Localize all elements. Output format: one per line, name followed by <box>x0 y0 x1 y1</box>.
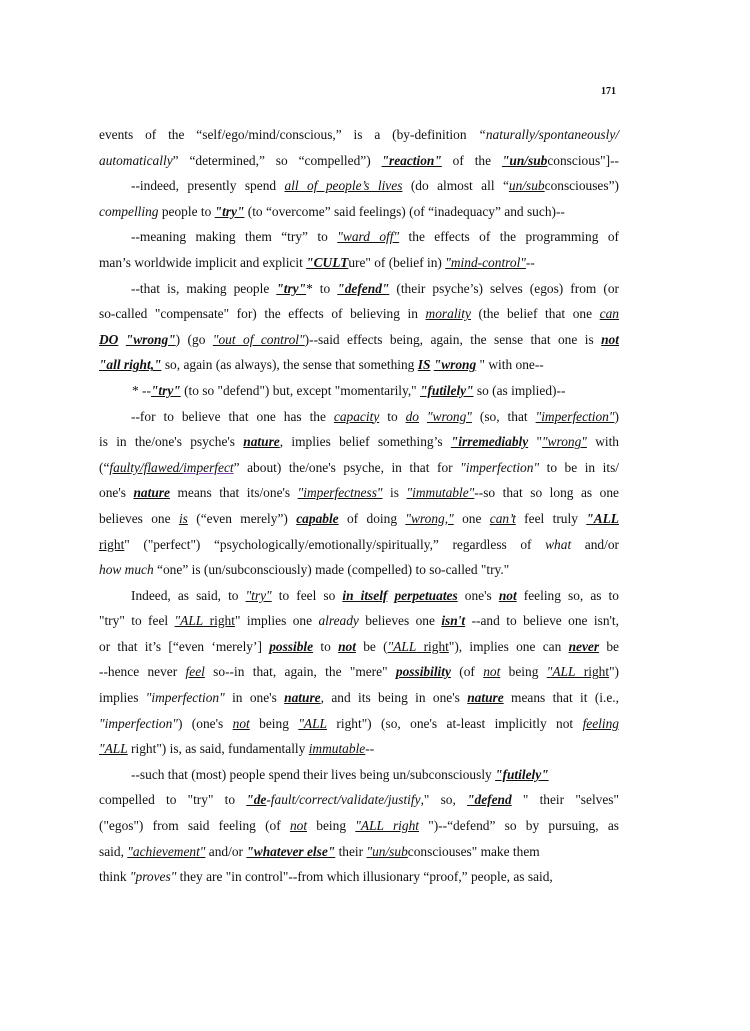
text-run: "try" to feel <box>99 613 175 629</box>
text-run: (their psyche’s) selves (egos) from (or <box>389 280 619 296</box>
text-run: feel <box>185 664 205 680</box>
text-line <box>99 736 619 762</box>
text-run: nature <box>133 485 170 501</box>
text-line <box>99 455 619 481</box>
text-run: (to so "defend") but, except "momentarily," <box>180 382 420 398</box>
text-run: )--said effects being, again, the sense that one is <box>304 331 602 347</box>
text-run: imperfect <box>183 459 234 475</box>
text-run: "try" <box>276 280 307 296</box>
text-run: "proves" <box>129 869 177 885</box>
text-run: possible <box>269 638 314 654</box>
text-line <box>99 608 619 634</box>
text-run: to <box>313 638 339 654</box>
text-run: "immutable" <box>406 485 475 501</box>
text-run: be ( <box>355 638 388 654</box>
text-run: "imperfection" <box>99 715 178 731</box>
text-run: be <box>599 638 619 654</box>
text-line <box>99 659 619 685</box>
text-run: of doing <box>338 510 406 526</box>
text-line <box>99 557 619 583</box>
text-line <box>99 634 619 660</box>
text-line <box>99 250 619 276</box>
text-run: (“even merely”) <box>187 510 297 526</box>
text-run: , implies belief something’s <box>279 434 451 450</box>
text-run: -- <box>525 254 535 270</box>
text-run: capacity <box>333 408 380 424</box>
text-run: --that is, making people <box>131 280 277 296</box>
text-line <box>99 583 619 609</box>
text-line <box>99 506 619 532</box>
text-run: (do almost all “ <box>402 178 509 194</box>
text-run: "ALL <box>99 741 128 757</box>
body-text <box>99 122 619 890</box>
text-run: isn't <box>441 613 466 629</box>
text-run: already <box>318 613 359 629</box>
text-run: right <box>416 638 449 654</box>
text-line <box>99 327 619 353</box>
text-run: “one” is (un/subconsciously) made (compelled) to so-called "try." <box>153 562 510 578</box>
text-run: ” “determined,” so “compelled”) <box>172 152 382 168</box>
text-run: "ALL <box>298 715 328 731</box>
text-run: being <box>500 664 547 680</box>
text-line <box>99 787 619 813</box>
text-run: "ALL <box>546 664 576 680</box>
text-line <box>99 813 619 839</box>
text-run: believes one <box>99 510 179 526</box>
text-run: (to “overcome” said feelings) (of “inadequacy” and such)-- <box>244 203 565 219</box>
text-run: "wrong," <box>405 510 454 526</box>
text-line <box>99 301 619 327</box>
text-line <box>99 276 619 302</box>
text-run: "defend <box>467 792 512 808</box>
text-run: immutable <box>308 741 366 757</box>
text-run: correct/validate/justify <box>299 792 421 808</box>
text-line <box>99 762 619 788</box>
text-line <box>99 839 619 865</box>
page-number: 171 <box>601 86 616 97</box>
text-run: --hence never <box>99 664 186 680</box>
text-run: what <box>545 536 572 552</box>
text-run: "imperfection" <box>535 408 615 424</box>
text-run: consciouses”) <box>544 178 619 194</box>
text-run: is in the/one's psyche's <box>99 434 244 450</box>
text-line <box>99 173 619 199</box>
text-line <box>99 404 619 430</box>
text-run: in itself <box>342 587 388 603</box>
text-run: one's <box>99 485 134 501</box>
text-line <box>99 711 619 737</box>
text-run: and/or <box>205 843 247 859</box>
text-line <box>99 378 619 404</box>
text-run: implies <box>99 690 146 706</box>
text-run: ” about) the/one's psyche, in that for <box>233 459 461 475</box>
text-line <box>99 429 619 455</box>
text-run: so, again (as always), the sense that something <box>161 357 418 373</box>
text-run: (the belief that one <box>470 306 600 322</box>
text-run: ) (one's <box>177 715 233 731</box>
text-run: "wrong <box>433 357 477 373</box>
text-run: believes one <box>358 613 442 629</box>
text-run: right") (so, one's at-least implicitly not <box>327 715 583 731</box>
text-run: feeling so, as to <box>516 587 619 603</box>
text-run: feel truly <box>515 510 587 526</box>
text-run: to <box>379 408 406 424</box>
text-run: "defend" <box>337 280 390 296</box>
text-run: never <box>568 638 600 654</box>
text-run: said, <box>99 843 128 859</box>
text-run: --such that (most) people spend their lives being un/subconsciously <box>131 766 496 782</box>
text-run: nature <box>243 434 280 450</box>
text-run: morality <box>425 306 471 322</box>
text-run: "ALL <box>387 638 417 654</box>
text-run: not <box>289 818 308 834</box>
text-run: "wrong" <box>125 331 176 347</box>
text-run: "achievement" <box>127 843 206 859</box>
text-run: ")--“defend” so by pursuing, as <box>419 818 619 834</box>
text-run: people to <box>158 203 215 219</box>
text-run: being <box>307 818 356 834</box>
text-line <box>99 532 619 558</box>
text-line <box>99 864 619 890</box>
text-run: -- <box>365 741 375 757</box>
text-run: " with one-- <box>476 357 544 373</box>
text-run: so--in that, again, the "mere" <box>204 664 396 680</box>
text-run: being <box>249 715 299 731</box>
text-run: not <box>601 331 619 347</box>
text-run: not <box>338 638 356 654</box>
text-run: how much <box>99 562 154 578</box>
text-line <box>99 122 619 148</box>
text-run: compelled to "try" to <box>99 792 247 808</box>
text-run: faulty/flawed/ <box>109 459 184 475</box>
text-run: possibility <box>395 664 451 680</box>
text-run: to be in its/ <box>539 459 620 475</box>
text-run: all of people’s lives <box>284 178 403 194</box>
text-run: of the <box>441 152 502 168</box>
text-run: compelling <box>99 203 159 219</box>
text-run: "ward off" <box>337 229 400 245</box>
text-run: "ALL <box>586 510 619 526</box>
text-run: they are "in control"--from which illusionary “proof,” people, as said, <box>176 869 553 885</box>
text-run: not <box>232 715 250 731</box>
text-run: the effects of the programming of <box>399 229 619 245</box>
text-run: (so, that <box>471 408 536 424</box>
text-run: --for to believe that one has the <box>131 408 334 424</box>
text-run: capable <box>296 510 339 526</box>
text-run: "reaction" <box>381 152 442 168</box>
text-run: --and to believe one isn't, <box>465 613 620 629</box>
text-run: Indeed, as said, to <box>131 587 246 603</box>
text-run: not <box>498 587 517 603</box>
text-run: automatically <box>99 152 173 168</box>
text-run: to feel so <box>271 587 343 603</box>
text-run: "CULT <box>306 254 349 270</box>
text-line <box>99 352 619 378</box>
text-run <box>118 332 125 347</box>
text-run: ure" of (belief in) <box>348 254 446 270</box>
text-run: , and its being in one's <box>320 690 468 706</box>
text-run: nature <box>284 690 321 706</box>
text-run: nature <box>467 690 504 706</box>
text-run: "out of control" <box>212 331 305 347</box>
text-run: "futilely" <box>495 766 549 782</box>
text-run: can’t <box>489 510 516 526</box>
text-run: un/sub <box>508 178 545 194</box>
text-run: is <box>178 510 188 526</box>
text-run: conscious"]-- <box>547 152 619 168</box>
text-run: consciouses" make them <box>407 843 540 859</box>
text-run: ("egos") from said feeling (of <box>99 818 290 834</box>
text-run: ) (go <box>175 331 213 347</box>
text-run: "wrong" <box>426 408 472 424</box>
text-run: not <box>483 664 501 680</box>
text-run: DO <box>99 331 119 347</box>
text-run: "ALL <box>174 613 204 629</box>
text-run: man’s worldwide implicit and explicit <box>99 254 307 270</box>
text-run: "try" <box>245 587 272 603</box>
text-run: " <box>528 434 542 450</box>
text-run: "try" <box>214 203 245 219</box>
text-run: "futilely" <box>420 382 474 398</box>
text-run: "de <box>246 792 267 808</box>
text-run: think <box>99 869 130 885</box>
text-run: perpetuates <box>394 587 458 603</box>
text-run: --so that so long as one <box>474 485 619 501</box>
text-run: "imperfection" <box>145 690 225 706</box>
text-line <box>99 685 619 711</box>
text-run: " ("perfect") “psychologically/emotionally/spiritually,” regardless of <box>124 536 546 552</box>
text-run: right <box>99 536 125 552</box>
text-run: one <box>453 510 490 526</box>
text-run: "whatever else" <box>246 843 336 859</box>
text-run: one's <box>457 587 499 603</box>
text-run: " their "selves" <box>511 792 619 808</box>
text-run: "imperfection" <box>460 459 540 475</box>
text-run: do <box>405 408 419 424</box>
text-run: means that it (i.e., <box>503 690 619 706</box>
text-line <box>99 480 619 506</box>
text-run: is <box>382 485 407 501</box>
text-run: or that it’s [“even ‘merely’] <box>99 638 270 654</box>
text-run: * -- <box>132 382 151 398</box>
text-run: --meaning making them “try” to <box>131 229 338 245</box>
text-run: (“ <box>99 459 110 475</box>
text-run: ") <box>609 664 619 680</box>
text-run: in one's <box>224 690 285 706</box>
text-run: ) <box>614 408 619 424</box>
text-run: their <box>335 843 367 859</box>
text-run: --indeed, presently spend <box>131 178 285 194</box>
text-run: "try" <box>150 382 181 398</box>
text-run: "ALL right <box>355 818 420 834</box>
text-run: so-called "compensate" for) the effects of believing in <box>99 306 426 322</box>
text-run: "un/sub <box>366 843 408 859</box>
text-line <box>99 148 619 174</box>
text-run: "), implies one can <box>448 638 569 654</box>
text-run: feeling <box>582 715 620 731</box>
text-run: IS <box>417 357 431 373</box>
text-run: right <box>203 613 235 629</box>
text-run: events of the “self/ego/mind/conscious,” is a (by-definition <box>99 127 479 142</box>
text-run: "all right," <box>99 357 162 373</box>
text-line <box>99 199 619 225</box>
text-run: ," so, <box>420 792 468 808</box>
text-run: right") is, as said, fundamentally <box>127 741 309 757</box>
text-run: (of <box>450 664 484 680</box>
text-run: " implies one <box>234 613 319 629</box>
text-run: * to <box>306 280 338 296</box>
text-run: "irremediably <box>450 434 529 450</box>
text-run: means that its/one's <box>169 485 298 501</box>
text-run: “naturally/spontaneously/ <box>478 127 619 142</box>
text-run: -fault/ <box>266 792 300 808</box>
text-run: "un/sub <box>501 152 548 168</box>
text-run: with <box>586 434 619 450</box>
text-run: "mind-control" <box>445 254 526 270</box>
text-run: right <box>575 664 610 680</box>
text-run: so (as implied)-- <box>473 382 566 398</box>
text-run: and/or <box>571 536 619 552</box>
text-line <box>99 224 619 250</box>
text-run <box>419 409 427 424</box>
text-run: "imperfectness" <box>297 485 383 501</box>
text-run: can <box>599 306 619 322</box>
text-run: "wrong" <box>541 434 587 450</box>
